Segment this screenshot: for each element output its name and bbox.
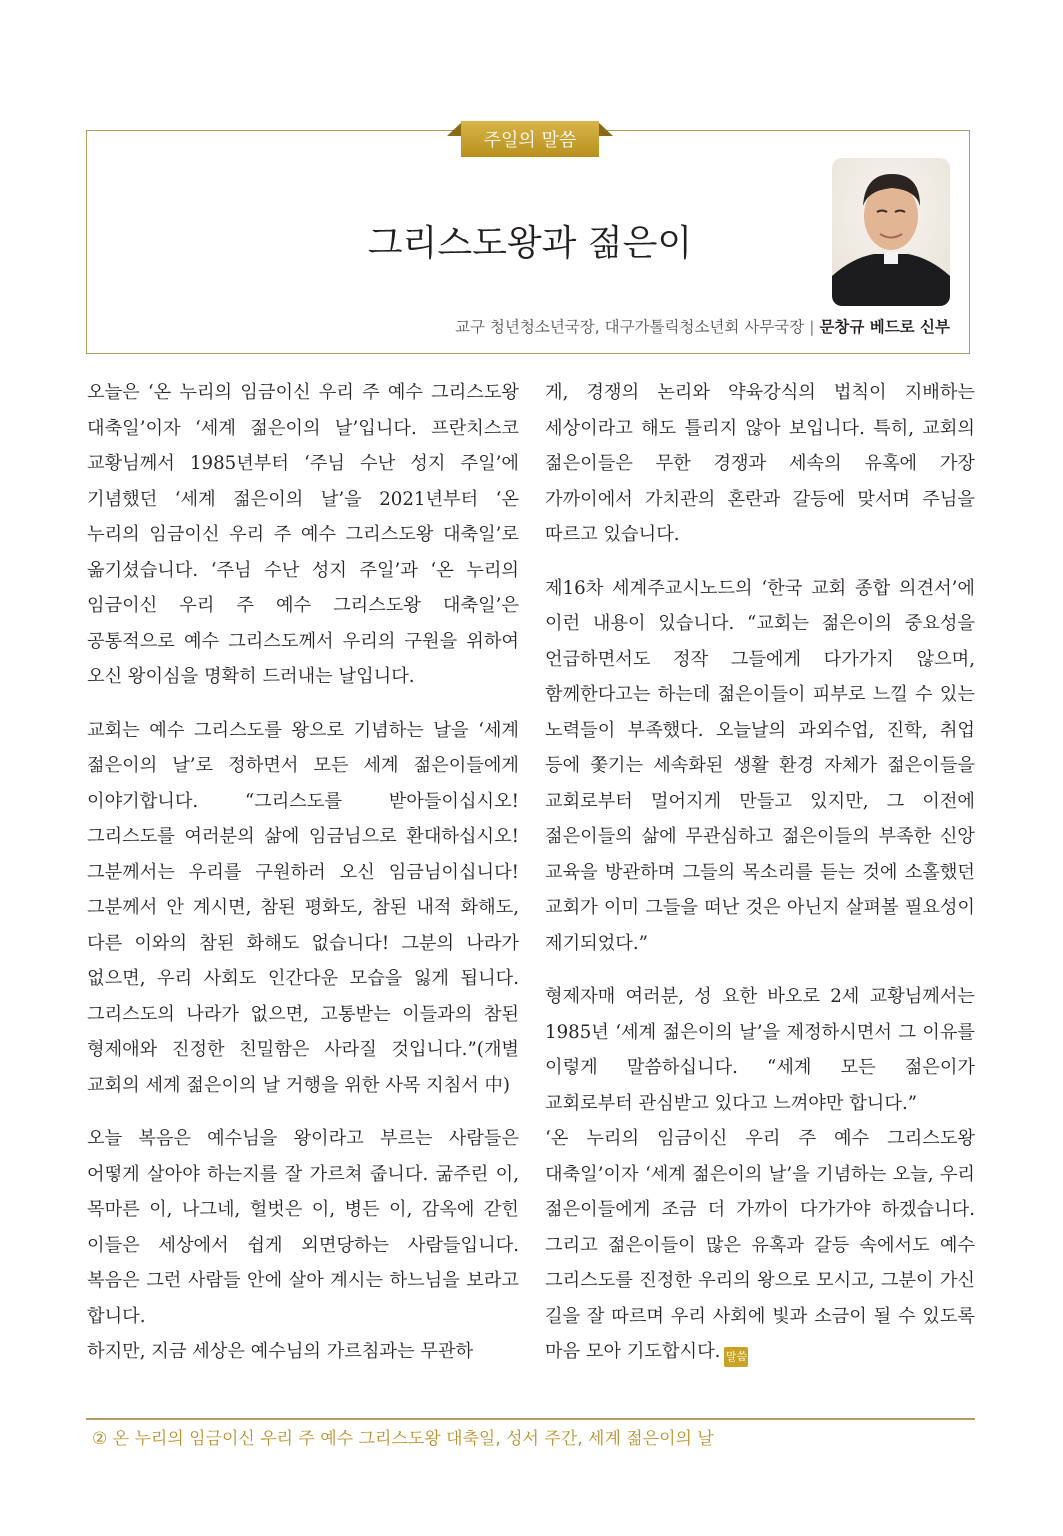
page-title: 그리스도왕과 젊은이 — [367, 223, 693, 264]
end-mark-icon: 말씀 — [724, 1347, 748, 1367]
article-column-left — [87, 375, 519, 1388]
paragraph: 게, 경쟁의 논리와 약육강식의 법칙이 지배하는 세상이라고 해도 틀리지 않아 보입니다. 특히, 교회의 젊은이들은 무한 경쟁과 세속의 유혹에 가장 가까이에서 가치관의 혼란과 갈등에 맞서며 주님을 따르고 있습니다. — [545, 382, 975, 545]
paragraph: 형제자매 여러분, 성 요한 바오로 2세 교황님께서는 1985년 ‘세계 젊은이의 날’을 제정하시면서 그 이유를 이렇게 말씀하십니다. “세계 모든 젊은이가 교회로부터 관심받고 있다고 느껴야만 합니다.” — [545, 986, 975, 1114]
author-role: 교구 청년청소년국장, 대구가톨릭청소년회 사무국장 — [455, 318, 805, 336]
author-name: 문창규 베드로 신부 — [819, 318, 950, 336]
footer-divider — [86, 1418, 975, 1420]
paragraph: 오늘은 ‘온 누리의 임금이신 우리 주 예수 그리스도왕 대축일’이자 ‘세계 젊은이의 날’입니다. 프란치스코 교황님께서 1985년부터 ‘주님 수난 성지 주일’에 기념했던 ‘세계 젊은이의 날’을 2021년부터 ‘온 누리의 임금이신 우리 주 예수 그리스도왕 대축일’로 옮기셨습니다. ‘주님 수난 성지 주일’과 ‘온 누리의 임금이신 우리 주 예수 그리스도왕 대축일’은 공통적으로 예수 그리스도께서 우리의 구원을 위하여 오신 왕이심을 명확히 드러내는 날입니다. — [87, 382, 519, 687]
closing-paragraph — [545, 1121, 975, 1370]
footer-caption: ② 온 누리의 임금이신 우리 주 예수 그리스도왕 대축일, 성서 주간, 세계 젊은이의 날 — [92, 1429, 714, 1449]
article-column-right — [545, 375, 975, 1388]
paragraph: 오늘 복음은 예수님을 왕이라고 부르는 사람들은 어떻게 살아야 하는지를 잘 가르쳐 줍니다. 굶주린 이, 목마른 이, 나그네, 헐벗은 이, 병든 이, 감옥에 갇힌 이들은 세상에서 쉽게 외면당하는 사람들입니다. 복음은 그런 사람들 안에 살아 계시는 하느님을 보라고 합니다. — [87, 1128, 519, 1327]
paragraph: 교회는 예수 그리스도를 왕으로 기념하는 날을 ‘세계 젊은이의 날’로 정하면서 모든 세계 젊은이들에게 이야기합니다. “그리스도를 받아들이십시오! 그리스도를 여러분의 삶에 임금님으로 환대하십시오! 그분께서는 우리를 구원하러 오신 임금님이십니다! 그분께서 안 계시면, 참된 평화도, 참된 내적 화해도, 다른 이와의 참된 화해도 없습니다! 그분의 나라가 없으면, 우리 사회도 인간다운 모습을 잃게 됩니다. 그리스도의 나라가 없으면, 고통받는 이들과의 참된 형제애와 진정한 친밀함은 사라질 것입니다.”(개별 교회의 세계 젊은이의 날 거행을 위한 사목 지침서 中) — [87, 719, 519, 1096]
author-photo — [832, 158, 950, 306]
paragraph-text: ‘온 누리의 임금이신 우리 주 예수 그리스도왕 대축일’이자 ‘세계 젊은이의 날’을 기념하는 오늘, 우리 젊은이들에게 조금 더 가까이 다가가야 하겠습니다. 그리고 젊은이들이 많은 유혹과 갈등 속에서도 예수 그리스도를 진정한 우리의 왕으로 모시고, 그분이 가신 길을 잘 따르며 우리 사회에 빛과 소금이 될 수 있도록 마음 모아 기도합시다. — [545, 1128, 975, 1362]
section-badge-label: 주일의 말씀 — [483, 130, 577, 151]
paragraph: 제16차 세계주교시노드의 ‘한국 교회 종합 의견서’에 이런 내용이 있습니다. “교회는 젊은이의 중요성을 언급하면서도 정작 그들에게 다가가지 않으며, 함께한다고는 하는데 젊은이들이 피부로 느낄 수 있는 노력들이 부족했다. 오늘날의 과외수업, 진학, 취업 등에 쫓기는 세속화된 생활 환경 자체가 젊은이들을 교회로부터 멀어지게 만들고 있지만, 그 이전에 젊은이들의 삶에 무관심하고 젊은이들의 부족한 신앙 교육을 방관하며 그들의 목소리를 듣는 것에 소홀했던 교회가 이미 그들을 떠난 것은 아닌지 살펴볼 필요성이 제기되었다.” — [545, 577, 975, 954]
author-byline — [455, 315, 950, 337]
byline-separator: | — [809, 318, 815, 336]
paragraph: 하지만, 지금 세상은 예수님의 가르침과는 무관하 — [87, 1341, 474, 1362]
